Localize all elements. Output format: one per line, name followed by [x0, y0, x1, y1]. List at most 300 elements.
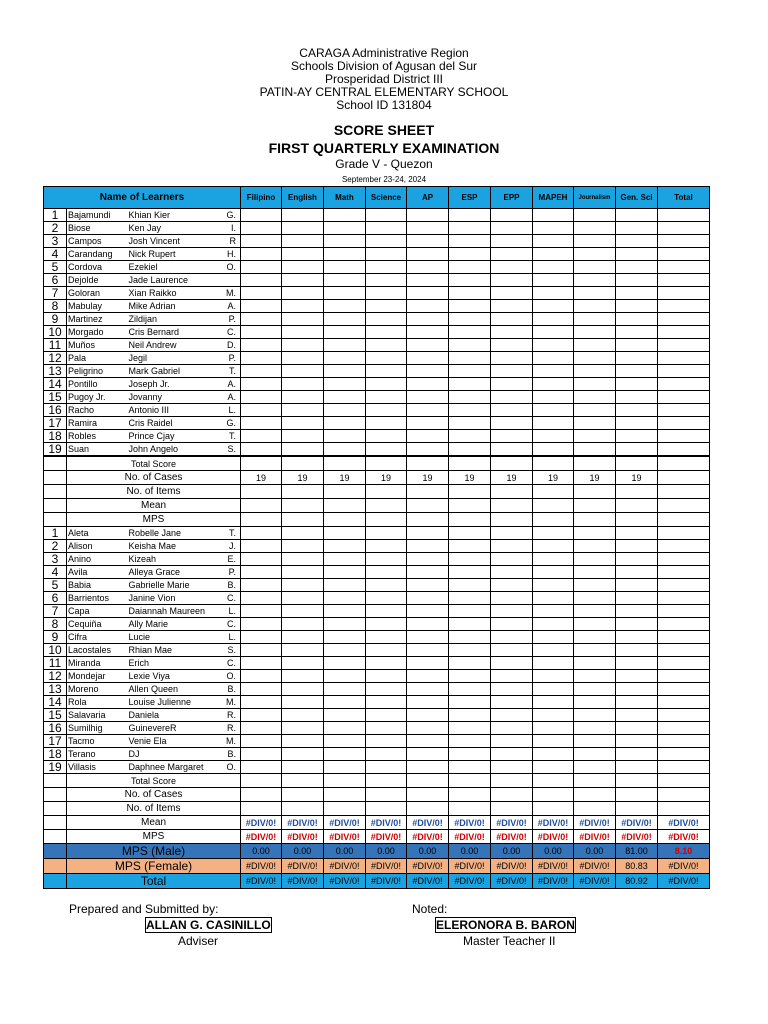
- learner-row: [44, 430, 710, 443]
- summary-value: 19: [407, 471, 449, 485]
- learner-row: [44, 696, 710, 709]
- score-cell: [533, 417, 574, 430]
- score-cell: [324, 209, 366, 222]
- learner-first-name: Khian Kier: [127, 209, 223, 222]
- score-cell: [449, 592, 491, 605]
- summary-value: [282, 513, 324, 527]
- summary-value: [449, 513, 491, 527]
- score-cell: [407, 326, 449, 339]
- score-cell: [366, 618, 407, 631]
- score-cell: [449, 326, 491, 339]
- score-cell: [407, 443, 449, 457]
- score-cell: [449, 417, 491, 430]
- summary-value: [282, 788, 324, 802]
- score-cell: [241, 527, 282, 540]
- score-cell: [241, 365, 282, 378]
- summary-value: #DIV/0!: [407, 874, 449, 889]
- summary-value: #DIV/0!: [616, 830, 658, 844]
- score-cell: [407, 300, 449, 313]
- learner-middle-initial: O.: [223, 670, 241, 683]
- score-cell: [282, 443, 324, 457]
- learner-number: 11: [44, 657, 67, 670]
- summary-value: [574, 456, 616, 471]
- learner-row: [44, 670, 710, 683]
- summary-value: [282, 499, 324, 513]
- score-cell: [282, 287, 324, 300]
- score-cell: [574, 326, 616, 339]
- score-cell: [407, 696, 449, 709]
- score-cell: [241, 417, 282, 430]
- summary-value: [407, 774, 449, 788]
- score-cell: [366, 339, 407, 352]
- summary-spacer: [44, 802, 67, 816]
- score-cell: [366, 748, 407, 761]
- summary-value: [616, 499, 658, 513]
- learner-middle-initial: D.: [223, 339, 241, 352]
- summary-value: [658, 499, 710, 513]
- summary-value: [282, 456, 324, 471]
- learner-first-name: Mark Gabriel: [127, 365, 223, 378]
- learner-number: 16: [44, 722, 67, 735]
- learner-number: 14: [44, 696, 67, 709]
- score-cell: [658, 365, 710, 378]
- score-cell: [491, 443, 533, 457]
- score-cell: [616, 352, 658, 365]
- learner-number: 5: [44, 261, 67, 274]
- learner-number: 11: [44, 339, 67, 352]
- score-cell: [407, 339, 449, 352]
- score-cell: [241, 248, 282, 261]
- learner-first-name: Jegil: [127, 352, 223, 365]
- score-cell: [241, 579, 282, 592]
- learner-surname: Lacostales: [67, 644, 127, 657]
- score-cell: [366, 248, 407, 261]
- score-cell: [533, 644, 574, 657]
- score-cell: [366, 222, 407, 235]
- score-cell: [616, 248, 658, 261]
- score-cell: [491, 339, 533, 352]
- score-cell: [574, 592, 616, 605]
- score-cell: [407, 540, 449, 553]
- score-cell: [282, 527, 324, 540]
- score-cell: [491, 748, 533, 761]
- score-cell: [282, 735, 324, 748]
- summary-row: [44, 788, 710, 802]
- score-cell: [574, 274, 616, 287]
- learner-first-name: DJ: [127, 748, 223, 761]
- learner-surname: Babia: [67, 579, 127, 592]
- learner-number: 13: [44, 365, 67, 378]
- score-cell: [574, 391, 616, 404]
- learner-surname: Rola: [67, 696, 127, 709]
- column-header-subject: ESP: [449, 187, 491, 209]
- score-cell: [658, 761, 710, 774]
- score-cell: [282, 644, 324, 657]
- score-cell: [491, 430, 533, 443]
- prepared-label: Prepared and Submitted by:: [69, 902, 219, 916]
- summary-label: Mean: [67, 499, 241, 513]
- score-cell: [282, 339, 324, 352]
- summary-label: MPS (Female): [67, 859, 241, 874]
- score-cell: [658, 722, 710, 735]
- score-cell: [574, 300, 616, 313]
- score-cell: [491, 365, 533, 378]
- score-cell: [616, 722, 658, 735]
- learner-first-name: Nick Rupert: [127, 248, 223, 261]
- score-cell: [491, 352, 533, 365]
- summary-value: [324, 513, 366, 527]
- learner-number: 19: [44, 443, 67, 457]
- sheet-title: SCORE SHEET: [333, 122, 435, 138]
- score-cell: [241, 709, 282, 722]
- learner-number: 8: [44, 618, 67, 631]
- summary-value: #DIV/0!: [533, 874, 574, 889]
- learner-row: [44, 722, 710, 735]
- score-cell: [658, 566, 710, 579]
- score-cell: [658, 631, 710, 644]
- score-cell: [658, 670, 710, 683]
- learner-surname: Goloran: [67, 287, 127, 300]
- learner-number: 10: [44, 326, 67, 339]
- score-cell: [574, 313, 616, 326]
- summary-value: [449, 499, 491, 513]
- score-cell: [366, 365, 407, 378]
- learner-number: 17: [44, 417, 67, 430]
- score-cell: [658, 222, 710, 235]
- score-cell: [366, 696, 407, 709]
- score-cell: [324, 235, 366, 248]
- learner-surname: Biose: [67, 222, 127, 235]
- learner-middle-initial: L.: [223, 631, 241, 644]
- score-cell: [324, 735, 366, 748]
- score-cell: [449, 579, 491, 592]
- score-cell: [491, 222, 533, 235]
- score-cell: [449, 527, 491, 540]
- column-header-subject: EPP: [491, 187, 533, 209]
- score-cell: [658, 443, 710, 457]
- score-cell: [533, 300, 574, 313]
- summary-label: No. of Items: [67, 802, 241, 816]
- learner-number: 2: [44, 540, 67, 553]
- score-cell: [616, 430, 658, 443]
- learner-middle-initial: B.: [223, 748, 241, 761]
- score-cell: [616, 391, 658, 404]
- learner-number: 12: [44, 352, 67, 365]
- score-cell: [407, 248, 449, 261]
- learner-row: [44, 761, 710, 774]
- score-cell: [241, 670, 282, 683]
- score-cell: [574, 683, 616, 696]
- summary-label: Total: [67, 874, 241, 889]
- score-cell: [616, 540, 658, 553]
- score-cell: [491, 696, 533, 709]
- score-cell: [324, 391, 366, 404]
- summary-value: #DIV/0!: [449, 874, 491, 889]
- score-cell: [241, 209, 282, 222]
- score-cell: [407, 579, 449, 592]
- learner-row: [44, 735, 710, 748]
- score-cell: [491, 592, 533, 605]
- summary-label: MPS: [67, 830, 241, 844]
- score-cell: [449, 735, 491, 748]
- learner-middle-initial: P.: [223, 566, 241, 579]
- score-cell: [533, 761, 574, 774]
- summary-spacer: [44, 874, 67, 889]
- score-cell: [449, 222, 491, 235]
- score-cell: [282, 274, 324, 287]
- summary-value: 0.00: [407, 844, 449, 859]
- summary-value: #DIV/0!: [491, 874, 533, 889]
- score-cell: [574, 527, 616, 540]
- summary-value: #DIV/0!: [366, 874, 407, 889]
- score-cell: [366, 566, 407, 579]
- learner-number: 9: [44, 313, 67, 326]
- score-cell: [282, 222, 324, 235]
- summary-value: #DIV/0!: [324, 830, 366, 844]
- score-cell: [241, 430, 282, 443]
- learner-surname: Tacmo: [67, 735, 127, 748]
- summary-value: [407, 499, 449, 513]
- learner-first-name: Josh Vincent: [127, 235, 223, 248]
- summary-spacer: [44, 774, 67, 788]
- summary-row: [44, 874, 710, 889]
- score-cell: [366, 683, 407, 696]
- score-cell: [324, 657, 366, 670]
- score-cell: [241, 274, 282, 287]
- summary-value: [574, 499, 616, 513]
- column-header-subject: Math: [324, 187, 366, 209]
- score-cell: [616, 300, 658, 313]
- score-cell: [616, 592, 658, 605]
- score-cell: [407, 404, 449, 417]
- score-cell: [407, 644, 449, 657]
- score-cell: [574, 722, 616, 735]
- score-cell: [282, 313, 324, 326]
- score-cell: [449, 722, 491, 735]
- score-table: [43, 186, 710, 889]
- summary-label: MPS: [67, 513, 241, 527]
- score-cell: [366, 631, 407, 644]
- header-line: PATIN-AY CENTRAL ELEMENTARY SCHOOL: [259, 85, 509, 99]
- learner-row: [44, 352, 710, 365]
- summary-value: [366, 774, 407, 788]
- learner-row: [44, 339, 710, 352]
- score-cell: [574, 605, 616, 618]
- score-cell: [533, 722, 574, 735]
- score-cell: [407, 709, 449, 722]
- learner-first-name: Louise Julienne: [127, 696, 223, 709]
- learner-surname: Mondejar: [67, 670, 127, 683]
- score-cell: [449, 339, 491, 352]
- summary-value: #DIV/0!: [658, 859, 710, 874]
- summary-value: 80.83: [616, 859, 658, 874]
- score-cell: [574, 352, 616, 365]
- score-cell: [574, 644, 616, 657]
- score-cell: [449, 644, 491, 657]
- summary-value: [491, 513, 533, 527]
- summary-value: [491, 788, 533, 802]
- summary-row: [44, 844, 710, 859]
- learner-number: 16: [44, 404, 67, 417]
- score-cell: [574, 378, 616, 391]
- summary-value: [574, 802, 616, 816]
- summary-label: Mean: [67, 816, 241, 830]
- learner-row: [44, 391, 710, 404]
- summary-value: #DIV/0!: [574, 816, 616, 830]
- score-cell: [533, 670, 574, 683]
- score-cell: [449, 430, 491, 443]
- score-cell: [241, 300, 282, 313]
- column-header-subject: Filipino: [241, 187, 282, 209]
- score-cell: [491, 391, 533, 404]
- summary-value: #DIV/0!: [616, 816, 658, 830]
- score-cell: [533, 261, 574, 274]
- score-cell: [241, 644, 282, 657]
- summary-value: 8.10: [658, 844, 710, 859]
- score-cell: [449, 209, 491, 222]
- score-cell: [282, 579, 324, 592]
- score-cell: [324, 592, 366, 605]
- score-cell: [324, 579, 366, 592]
- score-cell: [491, 566, 533, 579]
- summary-value: [282, 774, 324, 788]
- score-cell: [282, 631, 324, 644]
- learner-surname: Mabulay: [67, 300, 127, 313]
- learner-first-name: Allen Queen: [127, 683, 223, 696]
- score-cell: [491, 631, 533, 644]
- score-cell: [241, 222, 282, 235]
- summary-value: #DIV/0!: [574, 859, 616, 874]
- score-cell: [366, 540, 407, 553]
- score-cell: [533, 378, 574, 391]
- learner-middle-initial: H.: [223, 248, 241, 261]
- score-cell: [366, 209, 407, 222]
- learner-surname: Cordova: [67, 261, 127, 274]
- learner-first-name: Mike Adrian: [127, 300, 223, 313]
- summary-value: #DIV/0!: [241, 816, 282, 830]
- summary-value: [533, 802, 574, 816]
- learner-first-name: Prince Cjay: [127, 430, 223, 443]
- summary-value: #DIV/0!: [491, 859, 533, 874]
- score-cell: [574, 287, 616, 300]
- summary-spacer: [44, 499, 67, 513]
- summary-value: #DIV/0!: [324, 874, 366, 889]
- summary-value: [366, 456, 407, 471]
- score-cell: [366, 391, 407, 404]
- score-cell: [658, 209, 710, 222]
- score-cell: [533, 683, 574, 696]
- score-cell: [324, 644, 366, 657]
- score-cell: [574, 696, 616, 709]
- learner-middle-initial: L.: [223, 605, 241, 618]
- score-cell: [366, 592, 407, 605]
- summary-value: [241, 456, 282, 471]
- learner-middle-initial: R: [223, 235, 241, 248]
- score-cell: [449, 657, 491, 670]
- score-cell: [366, 670, 407, 683]
- score-cell: [407, 683, 449, 696]
- summary-value: [449, 774, 491, 788]
- score-cell: [241, 696, 282, 709]
- summary-value: 19: [616, 471, 658, 485]
- score-cell: [366, 404, 407, 417]
- summary-value: 0.00: [241, 844, 282, 859]
- learner-first-name: Daphnee Margaret: [127, 761, 223, 774]
- summary-value: [324, 456, 366, 471]
- summary-value: [533, 456, 574, 471]
- score-cell: [407, 553, 449, 566]
- learner-row: [44, 618, 710, 631]
- learner-middle-initial: J.: [223, 540, 241, 553]
- learner-first-name: Alleya Grace: [127, 566, 223, 579]
- score-cell: [324, 696, 366, 709]
- score-cell: [241, 404, 282, 417]
- score-cell: [449, 274, 491, 287]
- learner-first-name: Gabrielle Marie: [127, 579, 223, 592]
- learner-row: [44, 365, 710, 378]
- score-cell: [658, 339, 710, 352]
- learner-row: [44, 605, 710, 618]
- score-cell: [574, 209, 616, 222]
- score-cell: [616, 274, 658, 287]
- summary-value: [574, 513, 616, 527]
- learner-number: 7: [44, 605, 67, 618]
- learner-number: 4: [44, 248, 67, 261]
- score-cell: [324, 605, 366, 618]
- summary-value: [658, 788, 710, 802]
- score-cell: [616, 553, 658, 566]
- column-header-subject: Journalism: [574, 187, 616, 209]
- summary-row: [44, 774, 710, 788]
- learner-surname: Campos: [67, 235, 127, 248]
- column-header-row: [44, 187, 710, 209]
- summary-value: [616, 802, 658, 816]
- learner-middle-initial: B.: [223, 683, 241, 696]
- learner-middle-initial: G.: [223, 209, 241, 222]
- learner-number: 18: [44, 430, 67, 443]
- score-cell: [324, 248, 366, 261]
- learner-surname: Pugoy Jr.: [67, 391, 127, 404]
- learner-surname: Terano: [67, 748, 127, 761]
- score-cell: [616, 657, 658, 670]
- learner-surname: Carandang: [67, 248, 127, 261]
- learner-middle-initial: R.: [223, 722, 241, 735]
- score-cell: [282, 378, 324, 391]
- summary-value: 19: [491, 471, 533, 485]
- score-cell: [658, 300, 710, 313]
- summary-value: #DIV/0!: [491, 830, 533, 844]
- header-line: Prosperidad District III: [324, 72, 444, 86]
- learner-first-name: Joseph Jr.: [127, 378, 223, 391]
- score-cell: [241, 722, 282, 735]
- score-cell: [407, 274, 449, 287]
- score-cell: [491, 404, 533, 417]
- column-header-subject: MAPEH: [533, 187, 574, 209]
- column-header-subject: Gen. Sci: [616, 187, 658, 209]
- score-cell: [449, 540, 491, 553]
- score-cell: [533, 391, 574, 404]
- score-cell: [491, 618, 533, 631]
- summary-value: 19: [282, 471, 324, 485]
- summary-value: [241, 513, 282, 527]
- score-cell: [282, 748, 324, 761]
- summary-value: [241, 774, 282, 788]
- score-cell: [407, 527, 449, 540]
- score-cell: [366, 553, 407, 566]
- summary-value: [366, 802, 407, 816]
- learner-middle-initial: T.: [223, 365, 241, 378]
- score-cell: [616, 209, 658, 222]
